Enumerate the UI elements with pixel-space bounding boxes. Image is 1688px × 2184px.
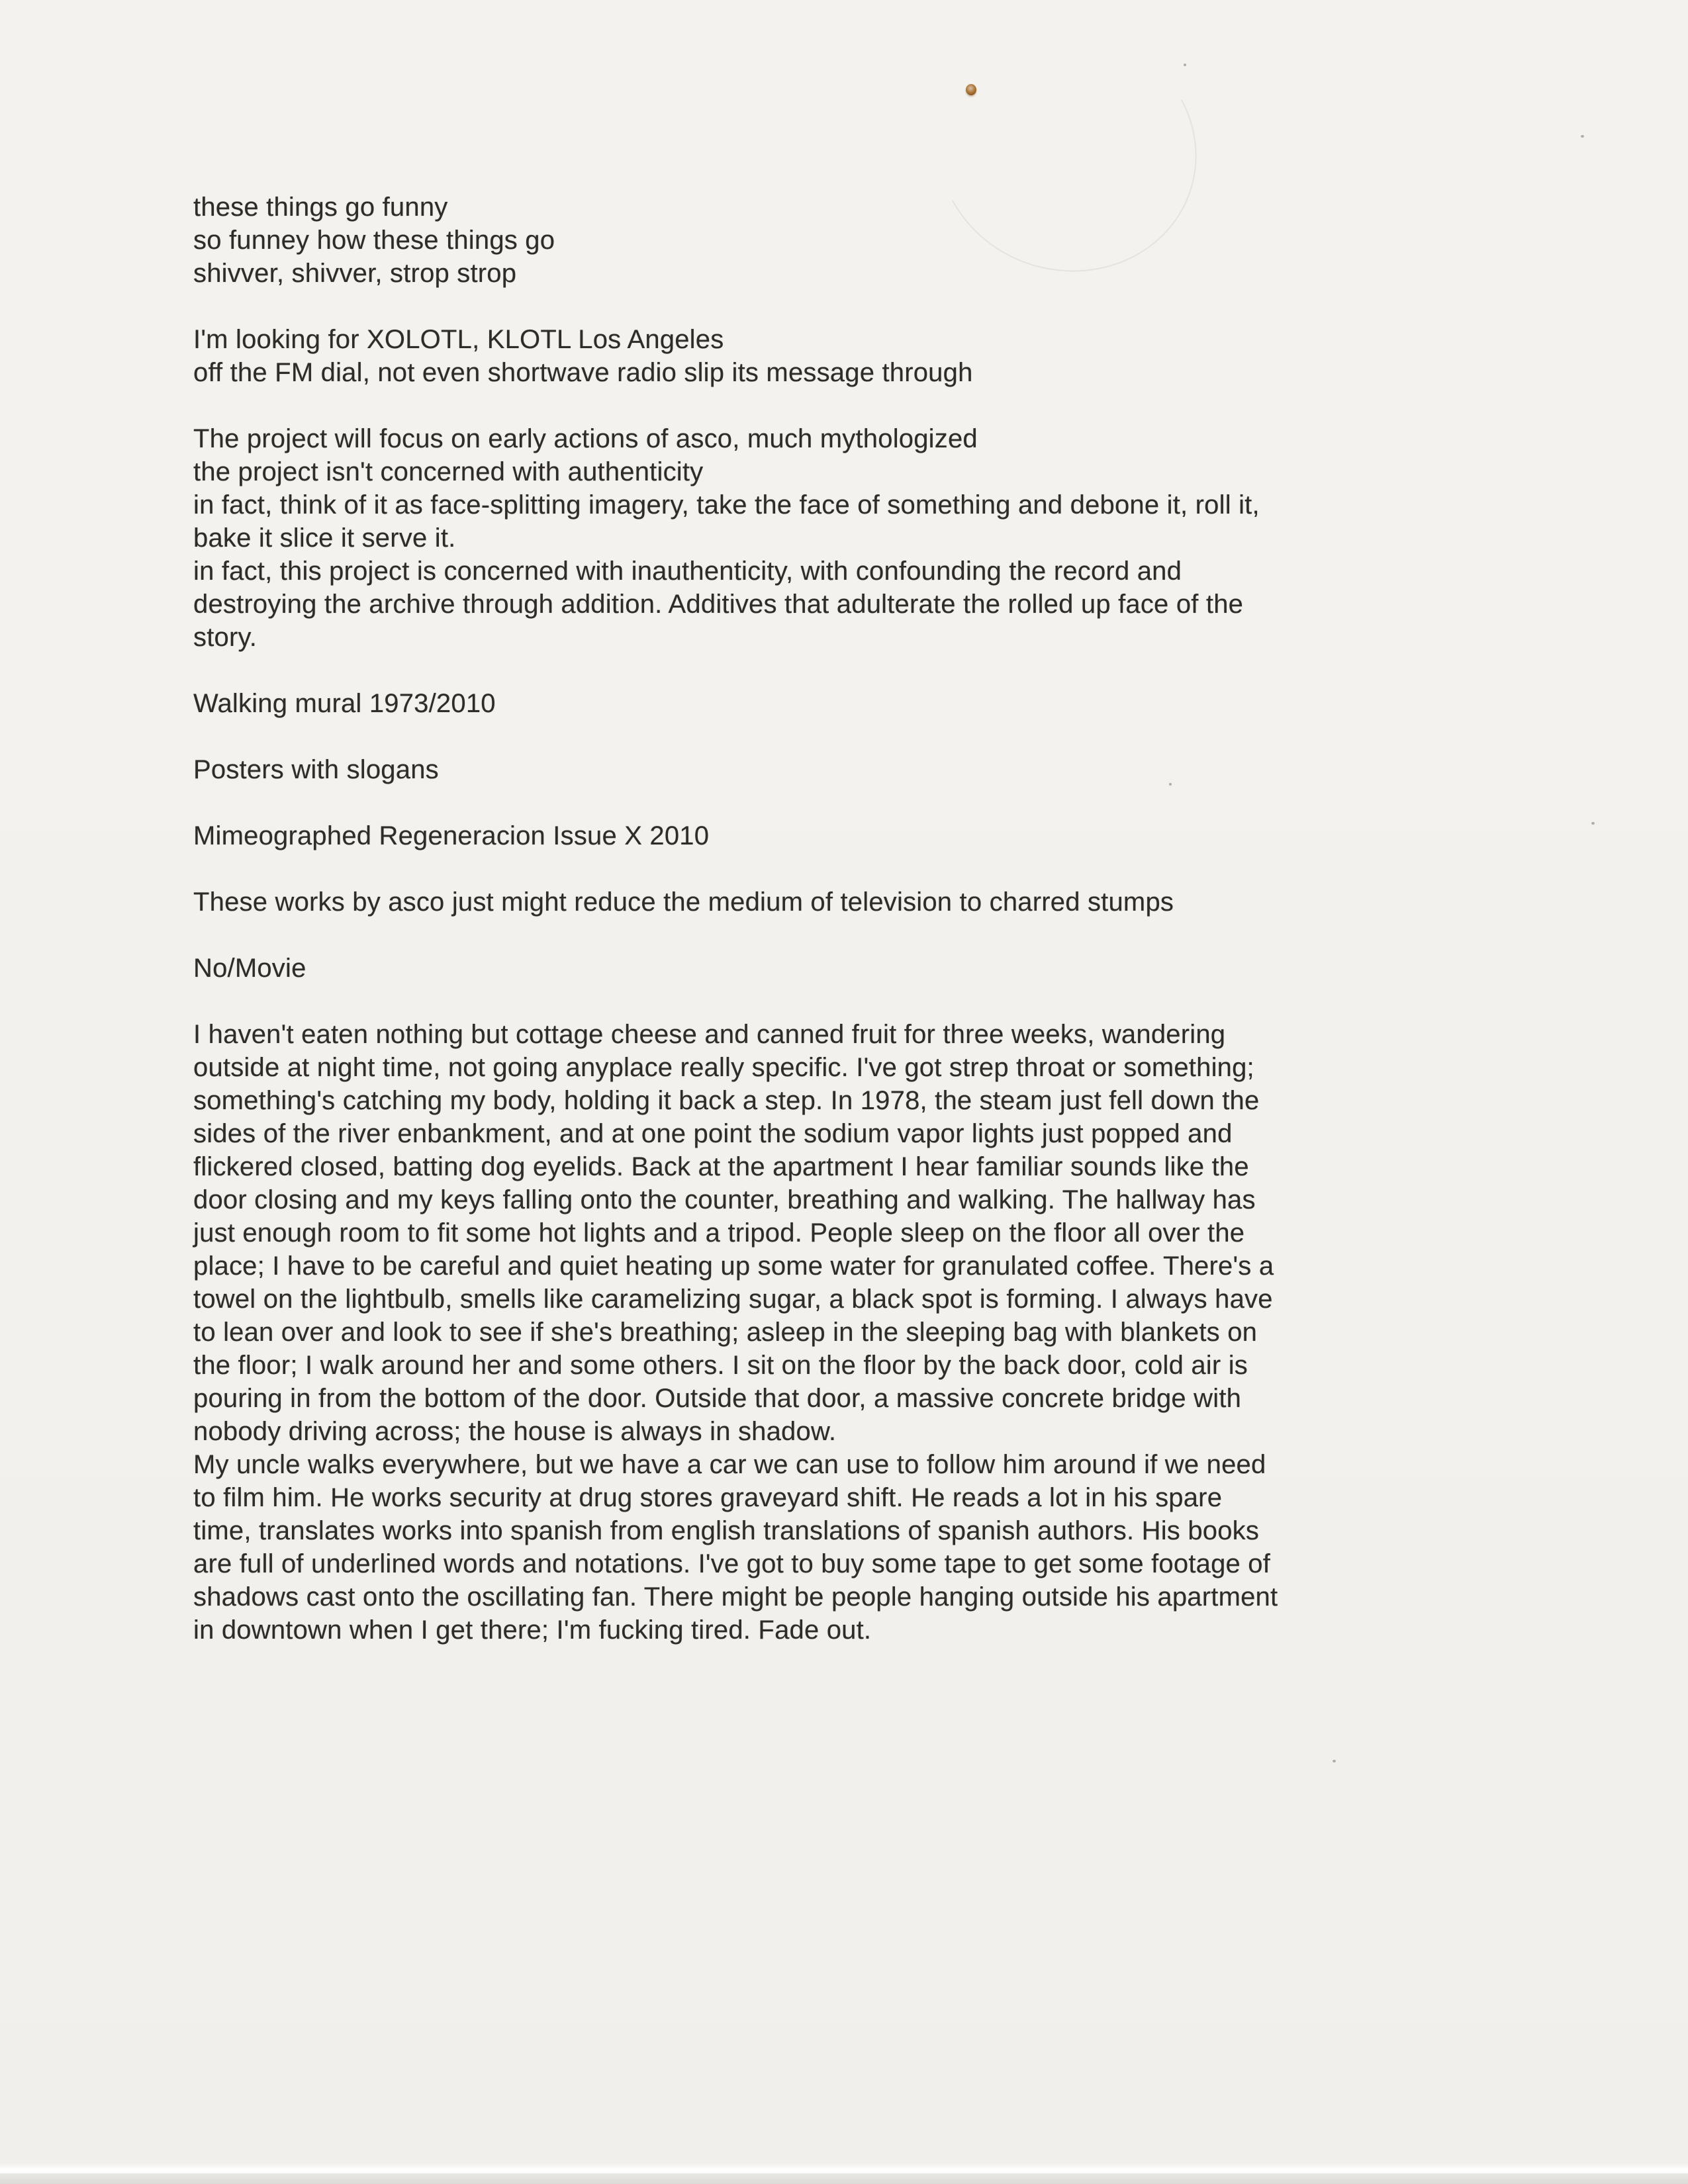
paragraph-block xyxy=(193,886,1504,919)
paragraph-block xyxy=(193,687,1504,720)
paragraph-block xyxy=(193,819,1504,852)
text-line: the floor; I walk around her and some others. I sit on the floor by the back door, cold air is xyxy=(193,1351,1248,1380)
text-line: so funney how these things go xyxy=(193,226,555,255)
text-line: are full of underlined words and notations. I've got to buy some tape to get some footage of xyxy=(193,1549,1271,1578)
text-line: I haven't eaten nothing but cottage cheese and canned fruit for three weeks, wandering xyxy=(193,1020,1226,1049)
scan-edge-shadow xyxy=(0,2173,1688,2184)
paragraph-block xyxy=(193,323,1504,389)
text-line: the project isn't concerned with authenticity xyxy=(193,457,704,486)
text-line: place; I have to be careful and quiet heating up some water for granulated coffee. There's a xyxy=(193,1251,1274,1281)
text-line: These works by asco just might reduce the medium of television to charred stumps xyxy=(193,887,1174,917)
text-line: story. xyxy=(193,623,258,652)
text-line: Mimeographed Regeneracion Issue X 2010 xyxy=(193,821,710,850)
text-line: just enough room to fit some hot lights and a tripod. People sleep on the floor all over the xyxy=(193,1218,1245,1248)
text-line: in downtown when I get there; I'm fucking tired. Fade out. xyxy=(193,1615,872,1645)
text-line: shivver, shivver, strop strop xyxy=(193,259,517,288)
paragraph-block xyxy=(193,191,1504,290)
paragraph-block xyxy=(193,952,1504,985)
text-line: pouring in from the bottom of the door. Outside that door, a massive concrete bridge with xyxy=(193,1384,1242,1413)
text-line: nobody driving across; the house is always in shadow. xyxy=(193,1417,837,1446)
text-line: shadows cast onto the oscillating fan. There might be people hanging outside his apartment xyxy=(193,1582,1278,1612)
paragraph-block xyxy=(193,422,1504,654)
dust-speck xyxy=(1591,822,1595,825)
text-line: Walking mural 1973/2010 xyxy=(193,689,496,718)
text-line: in fact, this project is concerned with inauthenticity, with confounding the record and xyxy=(193,557,1182,586)
text-line: I'm looking for XOLOTL, KLOTL Los Angeles xyxy=(193,325,724,354)
text-line: Posters with slogans xyxy=(193,755,439,784)
paragraph-block xyxy=(193,1018,1504,1647)
text-line: to lean over and look to see if she's breathing; asleep in the sleeping bag with blankets on xyxy=(193,1318,1258,1347)
text-line: The project will focus on early actions of asco, much mythologized xyxy=(193,424,978,453)
text-line: something's catching my body, holding it back a step. In 1978, the steam just fell down the xyxy=(193,1086,1260,1115)
text-line: My uncle walks everywhere, but we have a car we can use to follow him around if we need xyxy=(193,1450,1266,1479)
text-line: outside at night time, not going anyplace really specific. I've got strep throat or something; xyxy=(193,1053,1254,1082)
text-line: towel on the lightbulb, smells like caramelizing sugar, a black spot is forming. I always have xyxy=(193,1285,1273,1314)
dust-speck xyxy=(1333,1760,1336,1762)
text-line: flickered closed, batting dog eyelids. Back at the apartment I hear familiar sounds like the xyxy=(193,1152,1249,1181)
text-line: destroying the archive through addition. Additives that adulterate the rolled up face of the xyxy=(193,590,1244,619)
dust-speck xyxy=(1184,64,1186,66)
text-line: No/Movie xyxy=(193,954,306,983)
scan-edge-highlight xyxy=(0,2163,1688,2173)
text-line: sides of the river enbankment, and at one point the sodium vapor lights just popped and xyxy=(193,1119,1233,1148)
text-line: off the FM dial, not even shortwave radio slip its message through xyxy=(193,358,973,387)
paragraph-block xyxy=(193,753,1504,786)
dust-speck xyxy=(1581,135,1584,138)
text-line: time, translates works into spanish from english translations of spanish authors. His books xyxy=(193,1516,1260,1545)
text-line: door closing and my keys falling onto the counter, breathing and walking. The hallway has xyxy=(193,1185,1256,1214)
text-line: to film him. He works security at drug stores graveyard shift. He reads a lot in his spare xyxy=(193,1483,1223,1512)
text-line: these things go funny xyxy=(193,193,448,222)
page-text xyxy=(193,191,1504,1680)
rust-speck xyxy=(966,84,976,95)
text-line: in fact, think of it as face-splitting imagery, take the face of something and debone it, roll it, xyxy=(193,490,1260,520)
text-line: bake it slice it serve it. xyxy=(193,523,456,553)
